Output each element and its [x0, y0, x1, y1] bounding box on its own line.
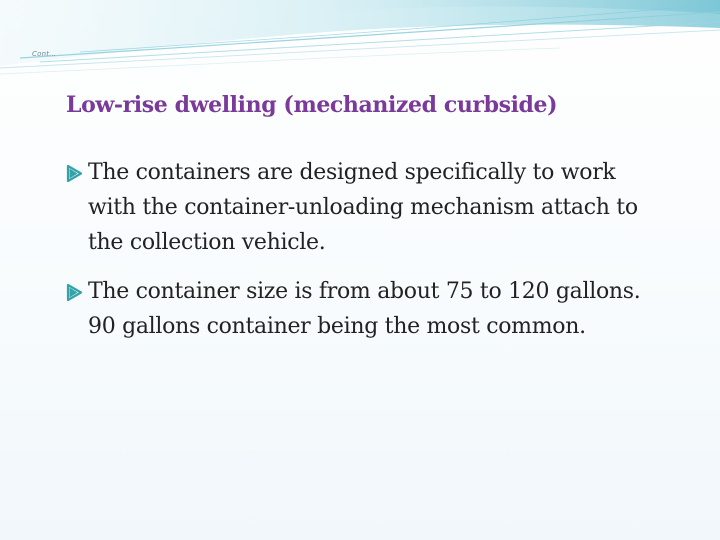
continued-label: Cont… — [32, 50, 57, 58]
bullet-list — [66, 155, 666, 344]
slide-title: Low-rise dwelling (mechanized curbside) — [66, 92, 558, 118]
bullet-text: The containers are designed specifically to work with the container-unloading mechanism attach to the collection vehicle. — [88, 160, 638, 255]
bullet-text: The container size is from about 75 to 120 gallons. 90 gallons container being the most common. — [88, 279, 641, 339]
header-decoration — [0, 0, 720, 90]
arrow-bullet-icon — [66, 155, 88, 190]
arrow-bullet-icon — [66, 274, 88, 309]
bullet-item — [66, 155, 666, 260]
bullet-item — [66, 274, 666, 344]
